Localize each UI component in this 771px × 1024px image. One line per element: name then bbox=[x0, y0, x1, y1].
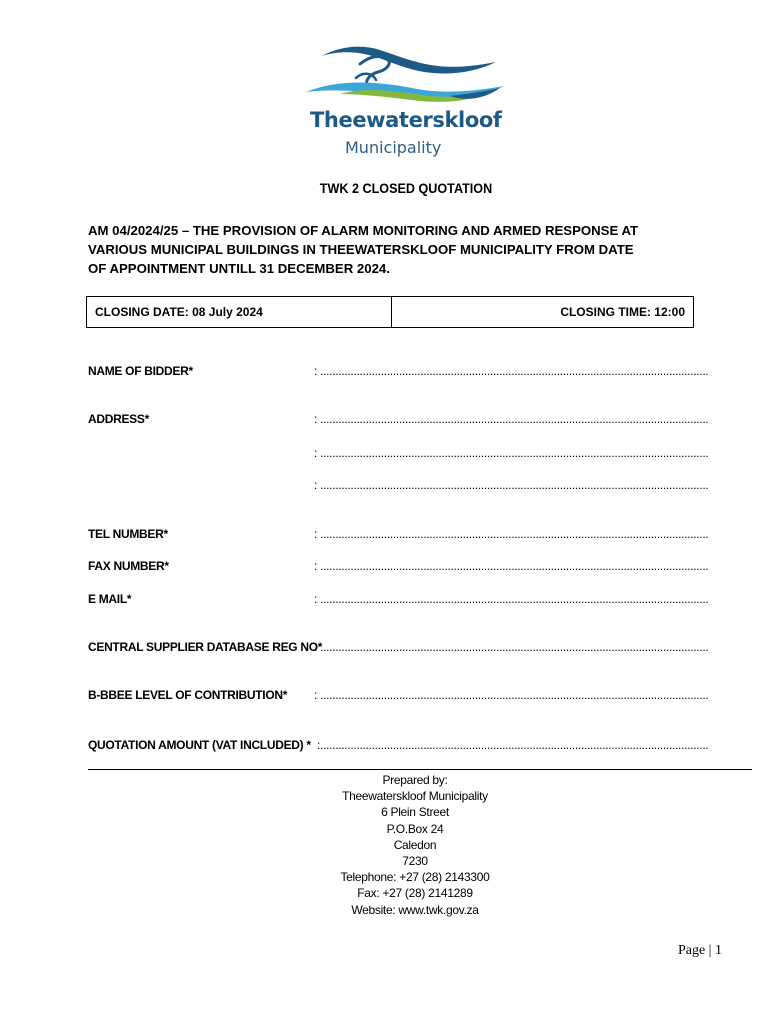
logo-subtitle: Municipality bbox=[345, 138, 442, 157]
logo-waves-icon bbox=[300, 42, 510, 112]
tel-number-field[interactable]: : ................................................................................................................................ bbox=[314, 527, 709, 541]
email-label: E MAIL* bbox=[88, 592, 132, 606]
logo-wordmark: Theewaterskloof bbox=[310, 108, 502, 132]
footer-line: 6 Plein Street bbox=[381, 805, 449, 820]
footer-line: Prepared by: bbox=[382, 773, 448, 787]
footer-line: Telephone: +27 (28) 2143300 bbox=[340, 870, 490, 885]
address-field-line-3[interactable]: : ................................................................................................................................ bbox=[314, 478, 709, 492]
footer-contact-block bbox=[210, 772, 620, 918]
footer-line: P.O.Box 24 bbox=[386, 821, 444, 836]
quotation-amount-field[interactable]: :................................................................................................................................ bbox=[317, 738, 709, 752]
csd-reg-label: CENTRAL SUPPLIER DATABASE REG NO* bbox=[88, 640, 323, 654]
footer-line: Fax: +27 (28) 2141289 bbox=[357, 886, 473, 901]
bbbee-level-field[interactable]: : ................................................................................................................................ bbox=[314, 688, 709, 702]
address-field-line-2[interactable]: : ................................................................................................................................ bbox=[314, 446, 709, 460]
footer-line: Caledon bbox=[393, 837, 437, 852]
closing-date: CLOSING DATE: 08 July 2024 bbox=[87, 297, 392, 327]
footer-line: Website: www.twk.gov.za bbox=[351, 902, 479, 917]
email-field[interactable]: : ................................................................................................................................ bbox=[314, 592, 709, 606]
quotation-amount-label: QUOTATION AMOUNT (VAT INCLUDED) * bbox=[88, 738, 311, 752]
bidder-name-label: NAME OF BIDDER* bbox=[88, 364, 193, 378]
address-field-line-1[interactable]: : ................................................................................................................................ bbox=[314, 412, 709, 426]
tel-number-label: TEL NUMBER* bbox=[88, 527, 168, 541]
page-number: Page | 1 bbox=[677, 943, 722, 958]
subject-line: AM 04/2024/25 – THE PROVISION OF ALARM MONITORING AND ARMED RESPONSE AT bbox=[88, 223, 639, 238]
footer-line: Theewaterskloof Municipality bbox=[342, 789, 488, 804]
closing-time: CLOSING TIME: 12:00 bbox=[560, 305, 685, 319]
bbbee-level-label: B-BBEE LEVEL OF CONTRIBUTION* bbox=[88, 688, 288, 702]
document-title: TWK 2 CLOSED QUOTATION bbox=[319, 180, 493, 196]
fax-number-label: FAX NUMBER* bbox=[88, 559, 169, 573]
subject-line: OF APPOINTMENT UNTILL 31 DECEMBER 2024. bbox=[88, 261, 390, 276]
address-label: ADDRESS* bbox=[88, 412, 149, 426]
quotation-subject bbox=[88, 221, 728, 278]
footer-divider bbox=[88, 769, 752, 770]
subject-line: VARIOUS MUNICIPAL BUILDINGS IN THEEWATERSKLOOF MUNICIPALITY FROM DATE bbox=[88, 242, 634, 257]
csd-reg-field[interactable]: : ................................................................................................................................ bbox=[314, 640, 709, 654]
bidder-name-field[interactable]: : ................................................................................................................................ bbox=[314, 364, 709, 378]
fax-number-field[interactable]: : ................................................................................................................................ bbox=[314, 559, 709, 573]
footer-line: 7230 bbox=[402, 854, 428, 869]
municipality-logo bbox=[300, 42, 510, 167]
closing-info-table bbox=[86, 296, 694, 328]
